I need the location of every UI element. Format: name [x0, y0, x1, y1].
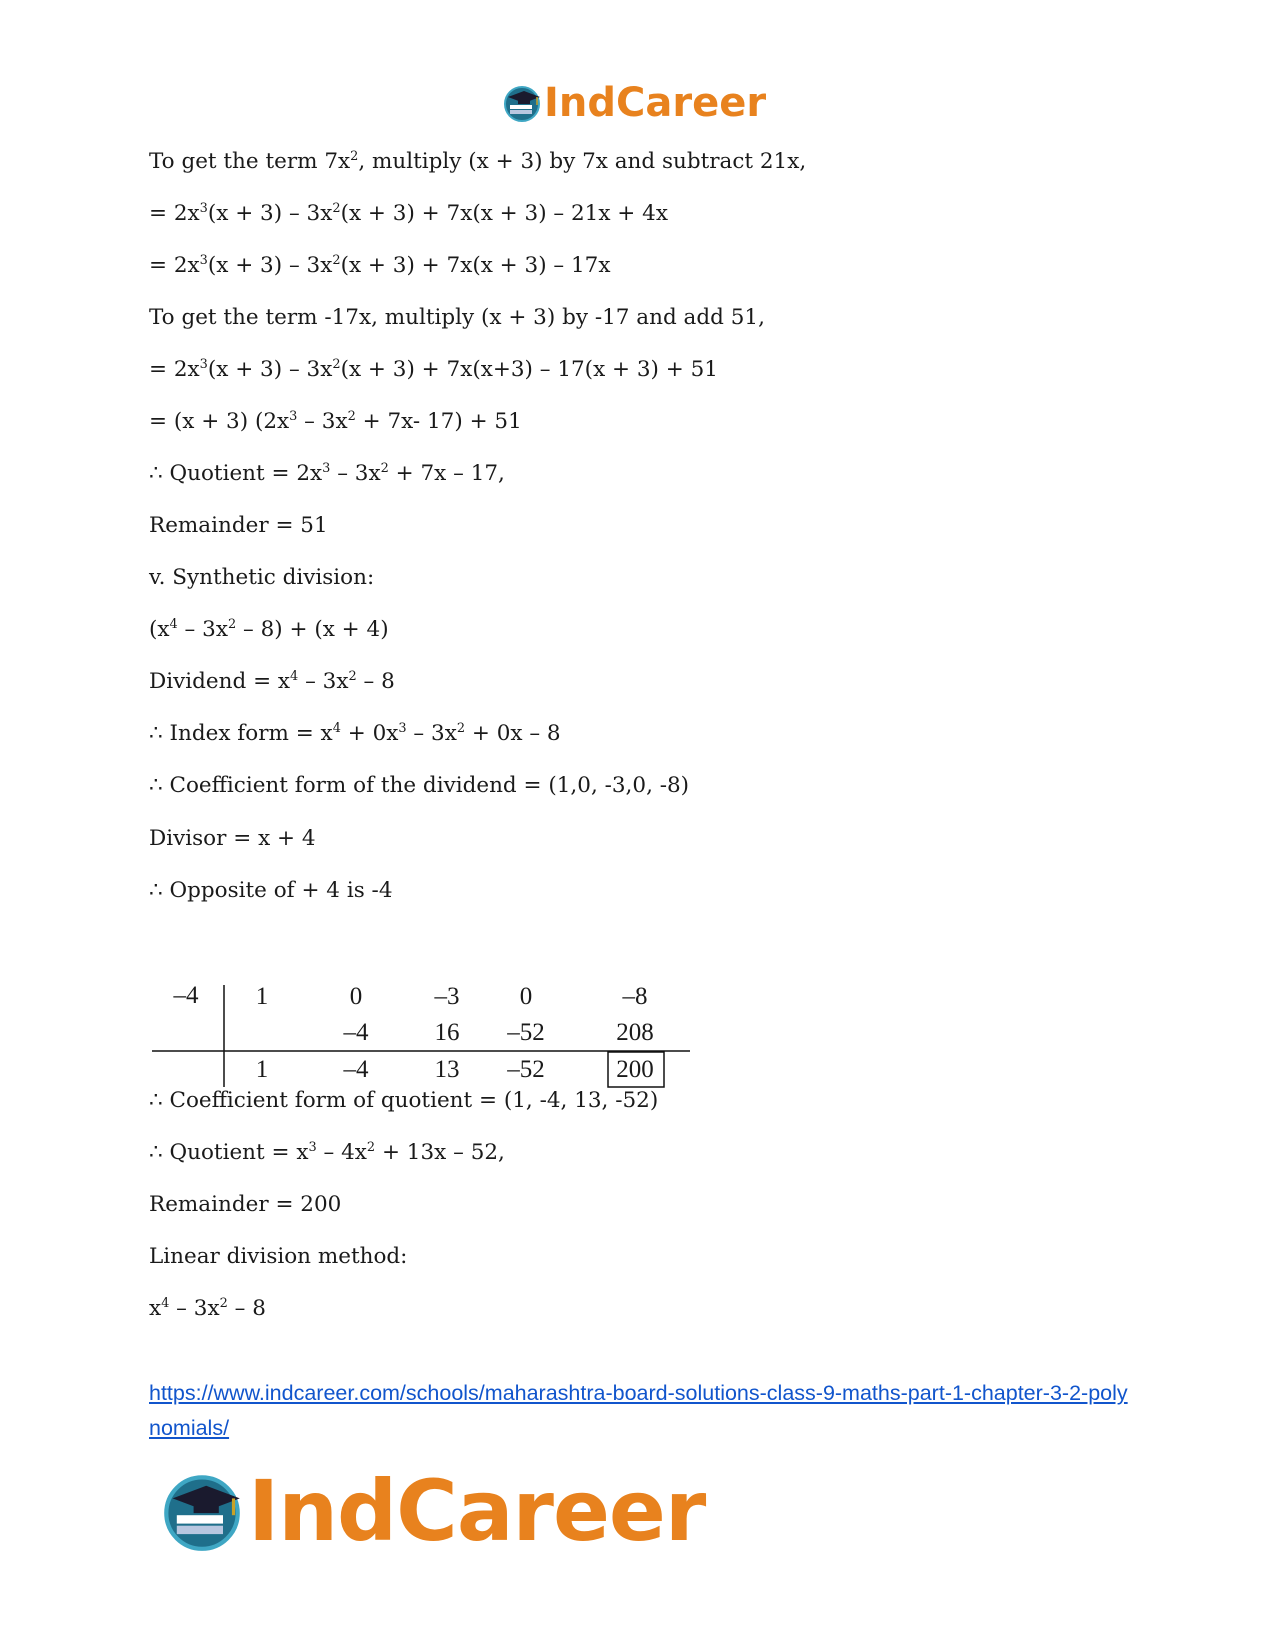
superscript: 2 — [332, 356, 341, 372]
text-line — [149, 564, 374, 592]
text-line — [149, 304, 765, 332]
superscript: 2 — [348, 668, 357, 684]
text-line — [149, 1139, 505, 1167]
row3-cell: 13 — [434, 1056, 460, 1083]
superscript: 2 — [332, 200, 341, 216]
text-run: ∴ Opposite of + 4 is -4 — [149, 878, 393, 903]
superscript: 3 — [308, 1139, 317, 1155]
superscript: 3 — [289, 408, 298, 424]
text-line — [149, 148, 806, 176]
divisor-cell: –4 — [173, 982, 199, 1009]
remainder-cell: 200 — [616, 1056, 654, 1083]
text-line — [149, 512, 328, 540]
text-line — [149, 252, 610, 280]
superscript: 3 — [199, 356, 208, 372]
text-run: Dividend = x — [149, 669, 291, 694]
superscript: 2 — [456, 720, 466, 736]
text-run: , multiply (x + 3) by 7x and subtract 21x, — [358, 149, 807, 174]
text-run: – 3x — [297, 409, 348, 434]
text-run: ∴ Quotient = x — [149, 1140, 309, 1165]
superscript: 2 — [219, 1295, 228, 1311]
text-run: – 3x — [169, 1296, 220, 1321]
text-line — [149, 825, 316, 853]
row1-cell: –3 — [434, 983, 460, 1010]
text-run: To get the term -17x, multiply (x + 3) by -17 and add 51, — [149, 305, 765, 330]
text-run: + 7x – 17, — [388, 461, 505, 486]
logo-wordmark: IndCareer — [248, 1462, 706, 1560]
text-run: – 8) + (x + 4) — [236, 617, 389, 642]
text-run: (x + 3) + 7x(x+3) – 17(x + 3) + 51 — [340, 357, 718, 382]
text-run: To get the term 7x — [149, 149, 351, 174]
text-run: – 8 — [227, 1296, 266, 1321]
text-run: (x + 3) – 3x — [207, 201, 333, 226]
text-run: ∴ Index form = x — [149, 721, 333, 746]
text-line — [149, 1191, 341, 1219]
text-run: (x — [149, 617, 170, 642]
text-run: (x + 3) + 7x(x + 3) – 21x + 4x — [340, 201, 668, 226]
superscript: 3 — [199, 252, 208, 268]
row3-cell: 1 — [255, 1056, 269, 1083]
text-line — [149, 616, 389, 644]
text-run: x — [149, 1296, 162, 1321]
row2-cell: 208 — [616, 1019, 654, 1046]
text-line — [149, 408, 522, 436]
superscript: 2 — [366, 1139, 376, 1155]
text-run: – 3x — [406, 721, 457, 746]
superscript: 3 — [199, 200, 208, 216]
text-run: Divisor = x + 4 — [149, 826, 316, 851]
text-run: – 3x — [298, 669, 349, 694]
row1-cell: 0 — [349, 983, 363, 1010]
superscript: 4 — [290, 668, 299, 684]
text-run: – 8 — [356, 669, 395, 694]
text-run: – 3x — [330, 461, 381, 486]
text-run: ∴ Coefficient form of the dividend = (1,0, -3,0, -8) — [149, 773, 690, 798]
source-link[interactable]: https://www.indcareer.com/schools/maharashtra-board-solutions-class-9-maths-part-1-chapter-3-2-polynomials/ — [149, 1381, 1128, 1440]
superscript: 2 — [332, 252, 341, 268]
logo-wordmark: IndCareer — [544, 80, 767, 126]
text-run: + 0x – 8 — [465, 721, 561, 746]
text-run: – 4x — [316, 1140, 367, 1165]
row1-cell: –8 — [622, 983, 648, 1010]
graduation-cap-icon — [502, 83, 542, 123]
text-line — [149, 877, 393, 905]
text-run: + 0x — [340, 721, 399, 746]
text-line — [149, 200, 668, 228]
superscript: 2 — [347, 408, 356, 424]
text-line — [149, 720, 561, 748]
row2-cell: –52 — [507, 1019, 545, 1046]
text-run: + 13x – 52, — [375, 1140, 505, 1165]
text-line — [149, 1295, 266, 1323]
row3-cell: –4 — [343, 1056, 369, 1083]
text-run: Remainder = 200 — [149, 1192, 342, 1217]
superscript: 3 — [398, 720, 407, 736]
superscript: 4 — [332, 720, 341, 736]
graduation-cap-icon — [160, 1469, 244, 1553]
row1-cell: 1 — [255, 983, 269, 1010]
superscript: 3 — [322, 460, 331, 476]
superscript: 2 — [227, 616, 237, 632]
text-line — [149, 772, 689, 800]
row2-cell: –4 — [343, 1019, 369, 1046]
synthetic-division-table — [150, 975, 695, 1093]
text-run: (x + 3) – 3x — [207, 357, 333, 382]
text-run: ∴ Coefficient form of quotient = (1, -4, 13, -52) — [149, 1088, 659, 1113]
text-run: Remainder = 51 — [149, 513, 328, 538]
text-run: v. Synthetic division: — [149, 565, 375, 590]
table-lines — [150, 975, 695, 1093]
text-run: – 3x — [177, 617, 228, 642]
superscript: 4 — [161, 1295, 170, 1311]
row3-cell: –52 — [507, 1056, 545, 1083]
footer-logo — [160, 1462, 705, 1560]
text-run: ∴ Quotient = 2x — [149, 461, 323, 486]
text-run: = 2x — [149, 201, 200, 226]
text-run: = 2x — [149, 253, 200, 278]
row1-cell: 0 — [519, 983, 533, 1010]
text-run: Linear division method: — [149, 1244, 408, 1269]
text-run: = 2x — [149, 357, 200, 382]
text-run: (x + 3) – 3x — [207, 253, 333, 278]
text-line — [149, 668, 395, 696]
text-line — [149, 1243, 407, 1271]
superscript: 4 — [169, 616, 178, 632]
superscript: 2 — [380, 460, 389, 476]
header-logo — [502, 80, 766, 126]
text-run: (x + 3) + 7x(x + 3) – 17x — [340, 253, 611, 278]
text-run: + 7x- 17) + 51 — [355, 409, 522, 434]
row2-cell: 16 — [434, 1019, 460, 1046]
text-line — [149, 356, 718, 384]
text-run: = (x + 3) (2x — [149, 409, 290, 434]
text-line — [149, 460, 505, 488]
superscript: 2 — [350, 148, 359, 164]
